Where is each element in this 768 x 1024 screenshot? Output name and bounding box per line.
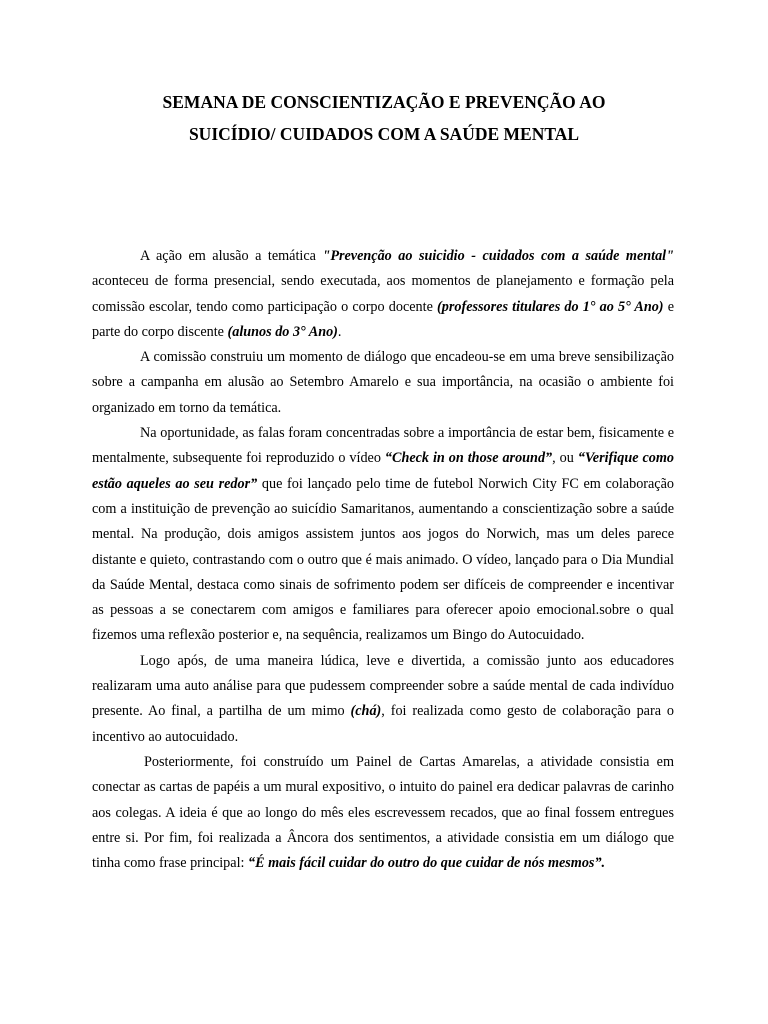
title-line-2: SUICÍDIO/ CUIDADOS COM A SAÚDE MENTAL: [188, 124, 580, 144]
p3-text-c: , ou: [552, 450, 578, 467]
p1-emphasis-theme: "Prevenção ao suicidio - cuidados com a saúde mental": [322, 248, 675, 264]
paragraph-3: [92, 421, 674, 649]
p1-text-g: .: [337, 323, 342, 340]
p5-emphasis-quote: “É mais fácil cuidar do outro do que cuidar de nós mesmos”.: [248, 855, 606, 872]
p1-text-a: A ação em alusão a temática: [140, 248, 323, 264]
paragraph-4: [92, 649, 674, 750]
paragraph-1: [92, 244, 674, 345]
paragraph-2: A comissão construiu um momento de diálogo que encadeou-se em uma breve sensibilização sobre a campanha em alusão ao Setembro Amarelo e sua importância, na ocasião o ambiente foi organizado em torno da temática.: [92, 349, 674, 416]
p3-text-e: que foi lançado pelo time de futebol Norwich City FC em colaboração com a instituição de prevenção ao suicídio Samaritanos, aumentando a conscientização sobre a saúde mental. Na produção, dois amigos assistem juntos aos jogos do Norwich, mas um deles parece distante e quieto, contrastando com o outro que é mais animado. O vídeo, lançado para o Dia Mundial da Saúde Mental, destaca como sinais de sofrimento podem ser difíceis de compreender e incentivar as pessoas a se conectarem com amigos e familiares para oferecer apoio emocional.sobre o qual fizemos uma reflexão posterior e, na sequência, realizamos um Bingo do Autocuidado.: [92, 475, 674, 644]
p1-text-c: aconteceu de forma presencial, sendo executada, aos momentos de planejamento e formação pela comissão escolar, tendo como participação o corpo docente: [92, 273, 674, 315]
p1-emphasis-teachers: (professores titulares do 1° ao 5° Ano): [437, 298, 664, 315]
p5-text-a: Posteriormente, foi construído um Painel de Cartas Amarelas, a atividade consistia em conectar as cartas de papéis a um mural expositivo, o intuito do painel era dedicar palavras de carinho aos colegas. A ideia é que ao longo do mês eles escrevessem recados, que ao final fossem entregues entre si. Por fim, foi realizada a Âncora dos sentimentos, a atividade consistia em um diálogo que tinha como frase principal:: [92, 753, 674, 872]
title-line-1: SEMANA DE CONSCIENTIZAÇÃO E PREVENÇÃO AO: [162, 92, 606, 112]
p4-emphasis-tea: (chá): [350, 703, 382, 720]
p4-text-c: , foi realizada como gesto de colaboração para o incentivo ao autocuidado.: [92, 703, 675, 745]
p1-text-e: e parte do corpo discente: [92, 298, 674, 340]
p3-emphasis-video-en: “Check in on those around”: [384, 450, 553, 467]
paragraph-5: [92, 750, 674, 876]
p3-emphasis-video-pt: “Verifique como estão aqueles ao seu redor”: [92, 450, 674, 492]
document-body: [92, 244, 674, 876]
p4-text-a: Logo após, de uma maneira lúdica, leve e divertida, a comissão junto aos educadores realizaram uma auto análise para que pudessem compreender sobre a saúde mental de cada indivíduo presente. Ao final, a partilha de um mimo: [92, 652, 674, 720]
p1-emphasis-students: (alunos do 3° Ano): [227, 323, 338, 340]
document-title: [92, 86, 676, 150]
p3-text-a: Na oportunidade, as falas foram concentradas sobre a importância de estar bem, fisicamente e mentalmente, subsequente foi reproduzido o vídeo: [92, 425, 674, 467]
